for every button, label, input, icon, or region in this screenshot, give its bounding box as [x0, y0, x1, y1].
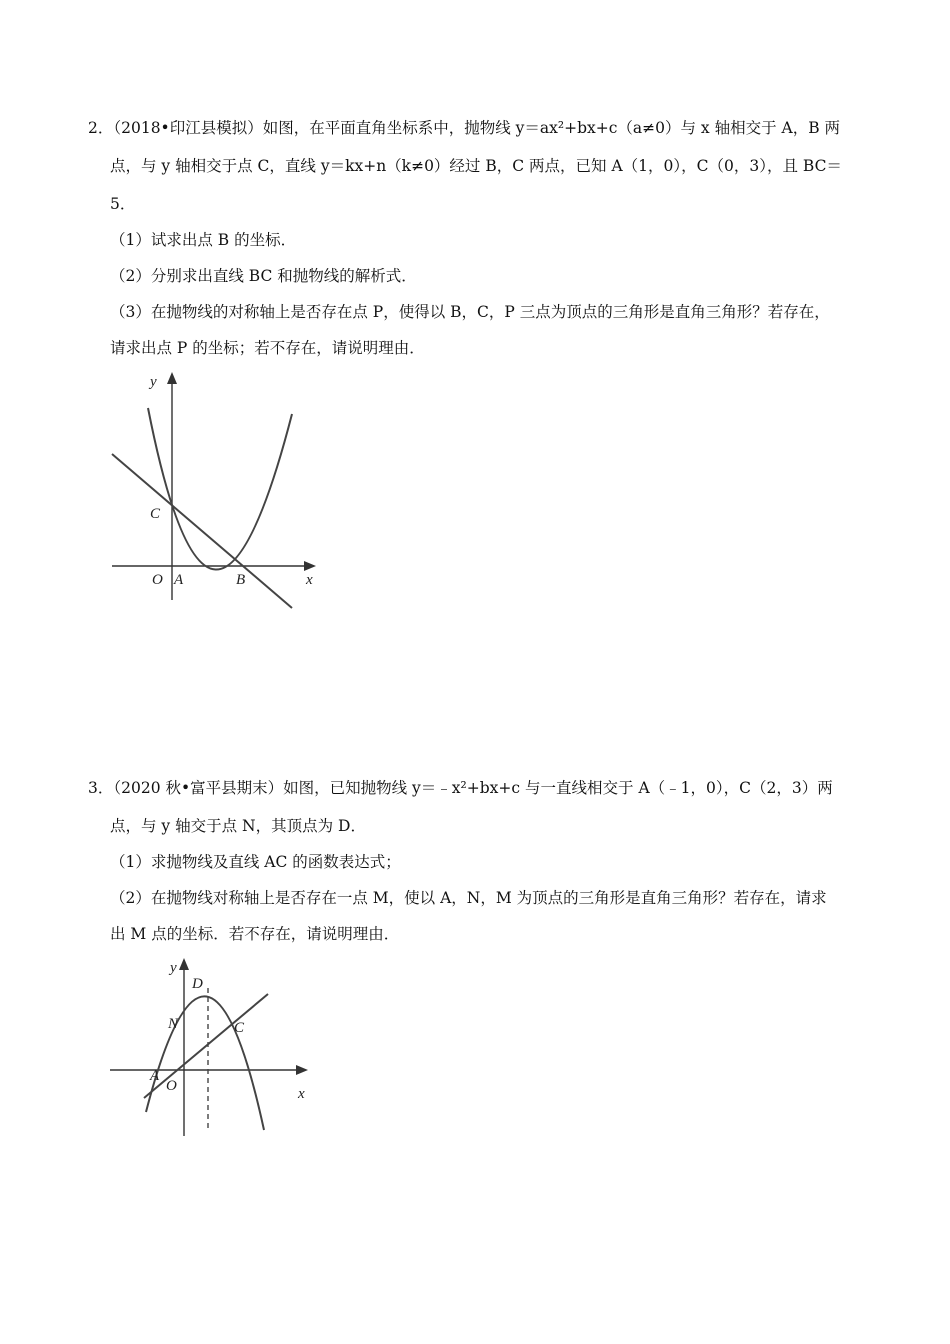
label-x: x [298, 1086, 305, 1102]
problem2-figure [100, 368, 330, 618]
problem3-part2b: 出 M 点的坐标．若不存在，请说明理由． [110, 925, 400, 943]
x-axis-arrow-icon [296, 1065, 308, 1075]
label-a: A [174, 572, 184, 588]
problem2-part2: （2）分别求出直线 BC 和抛物线的解析式． [110, 267, 417, 285]
problem3-line1: 3．（2020 秋•富平县期末）如图，已知抛物线 y＝﹣x²+bx+c 与一直线相交于 A（﹣1，0），C（2，3）两 [88, 779, 833, 797]
label-y: y [170, 960, 177, 976]
label-n: N [168, 1016, 179, 1032]
y-axis-arrow-icon [179, 958, 189, 970]
label-y: y [150, 374, 157, 390]
problem2-line2: 点，与 y 轴相交于点 C，直线 y＝kx+n（k≠0）经过 B，C 两点，已知 A（1，0），C（0，3），且 BC＝ [110, 157, 842, 175]
label-d: D [192, 976, 203, 992]
problem2-part3: （3）在抛物线的对称轴上是否存在点 P，使得以 B，C，P 三点为顶点的三角形是直角三角形？若存在， [110, 303, 830, 321]
problem2-part3b: 请求出点 P 的坐标；若不存在，请说明理由． [110, 339, 425, 357]
parabola [146, 996, 264, 1130]
label-o: O [166, 1078, 177, 1094]
problem2-line1: 2．（2018•印江县模拟）如图，在平面直角坐标系中，抛物线 y＝ax²+bx+c（a≠0）与 x 轴相交于 A，B 两 [88, 119, 841, 137]
label-c: C [150, 506, 161, 522]
problem3-line2: 点，与 y 轴交于点 N，其顶点为 D． [110, 817, 366, 835]
problem3-part2: （2）在抛物线对称轴上是否存在一点 M，使以 A，N，M 为顶点的三角形是直角三角形？若存在，请求 [110, 889, 827, 907]
label-c: C [234, 1020, 245, 1036]
y-axis-arrow-icon [167, 372, 177, 384]
line-bc [112, 454, 292, 608]
label-x: x [306, 572, 313, 588]
x-axis-arrow-icon [304, 561, 316, 571]
label-o: O [152, 572, 163, 588]
problem3-figure [100, 952, 330, 1142]
line-ac [144, 994, 268, 1098]
problem2-part1: （1）试求出点 B 的坐标． [110, 231, 297, 249]
problem3-part1: （1）求抛物线及直线 AC 的函数表达式； [110, 853, 401, 871]
problem2-line3: 5． [110, 195, 136, 213]
label-a: A [150, 1068, 160, 1084]
label-b: B [236, 572, 246, 588]
